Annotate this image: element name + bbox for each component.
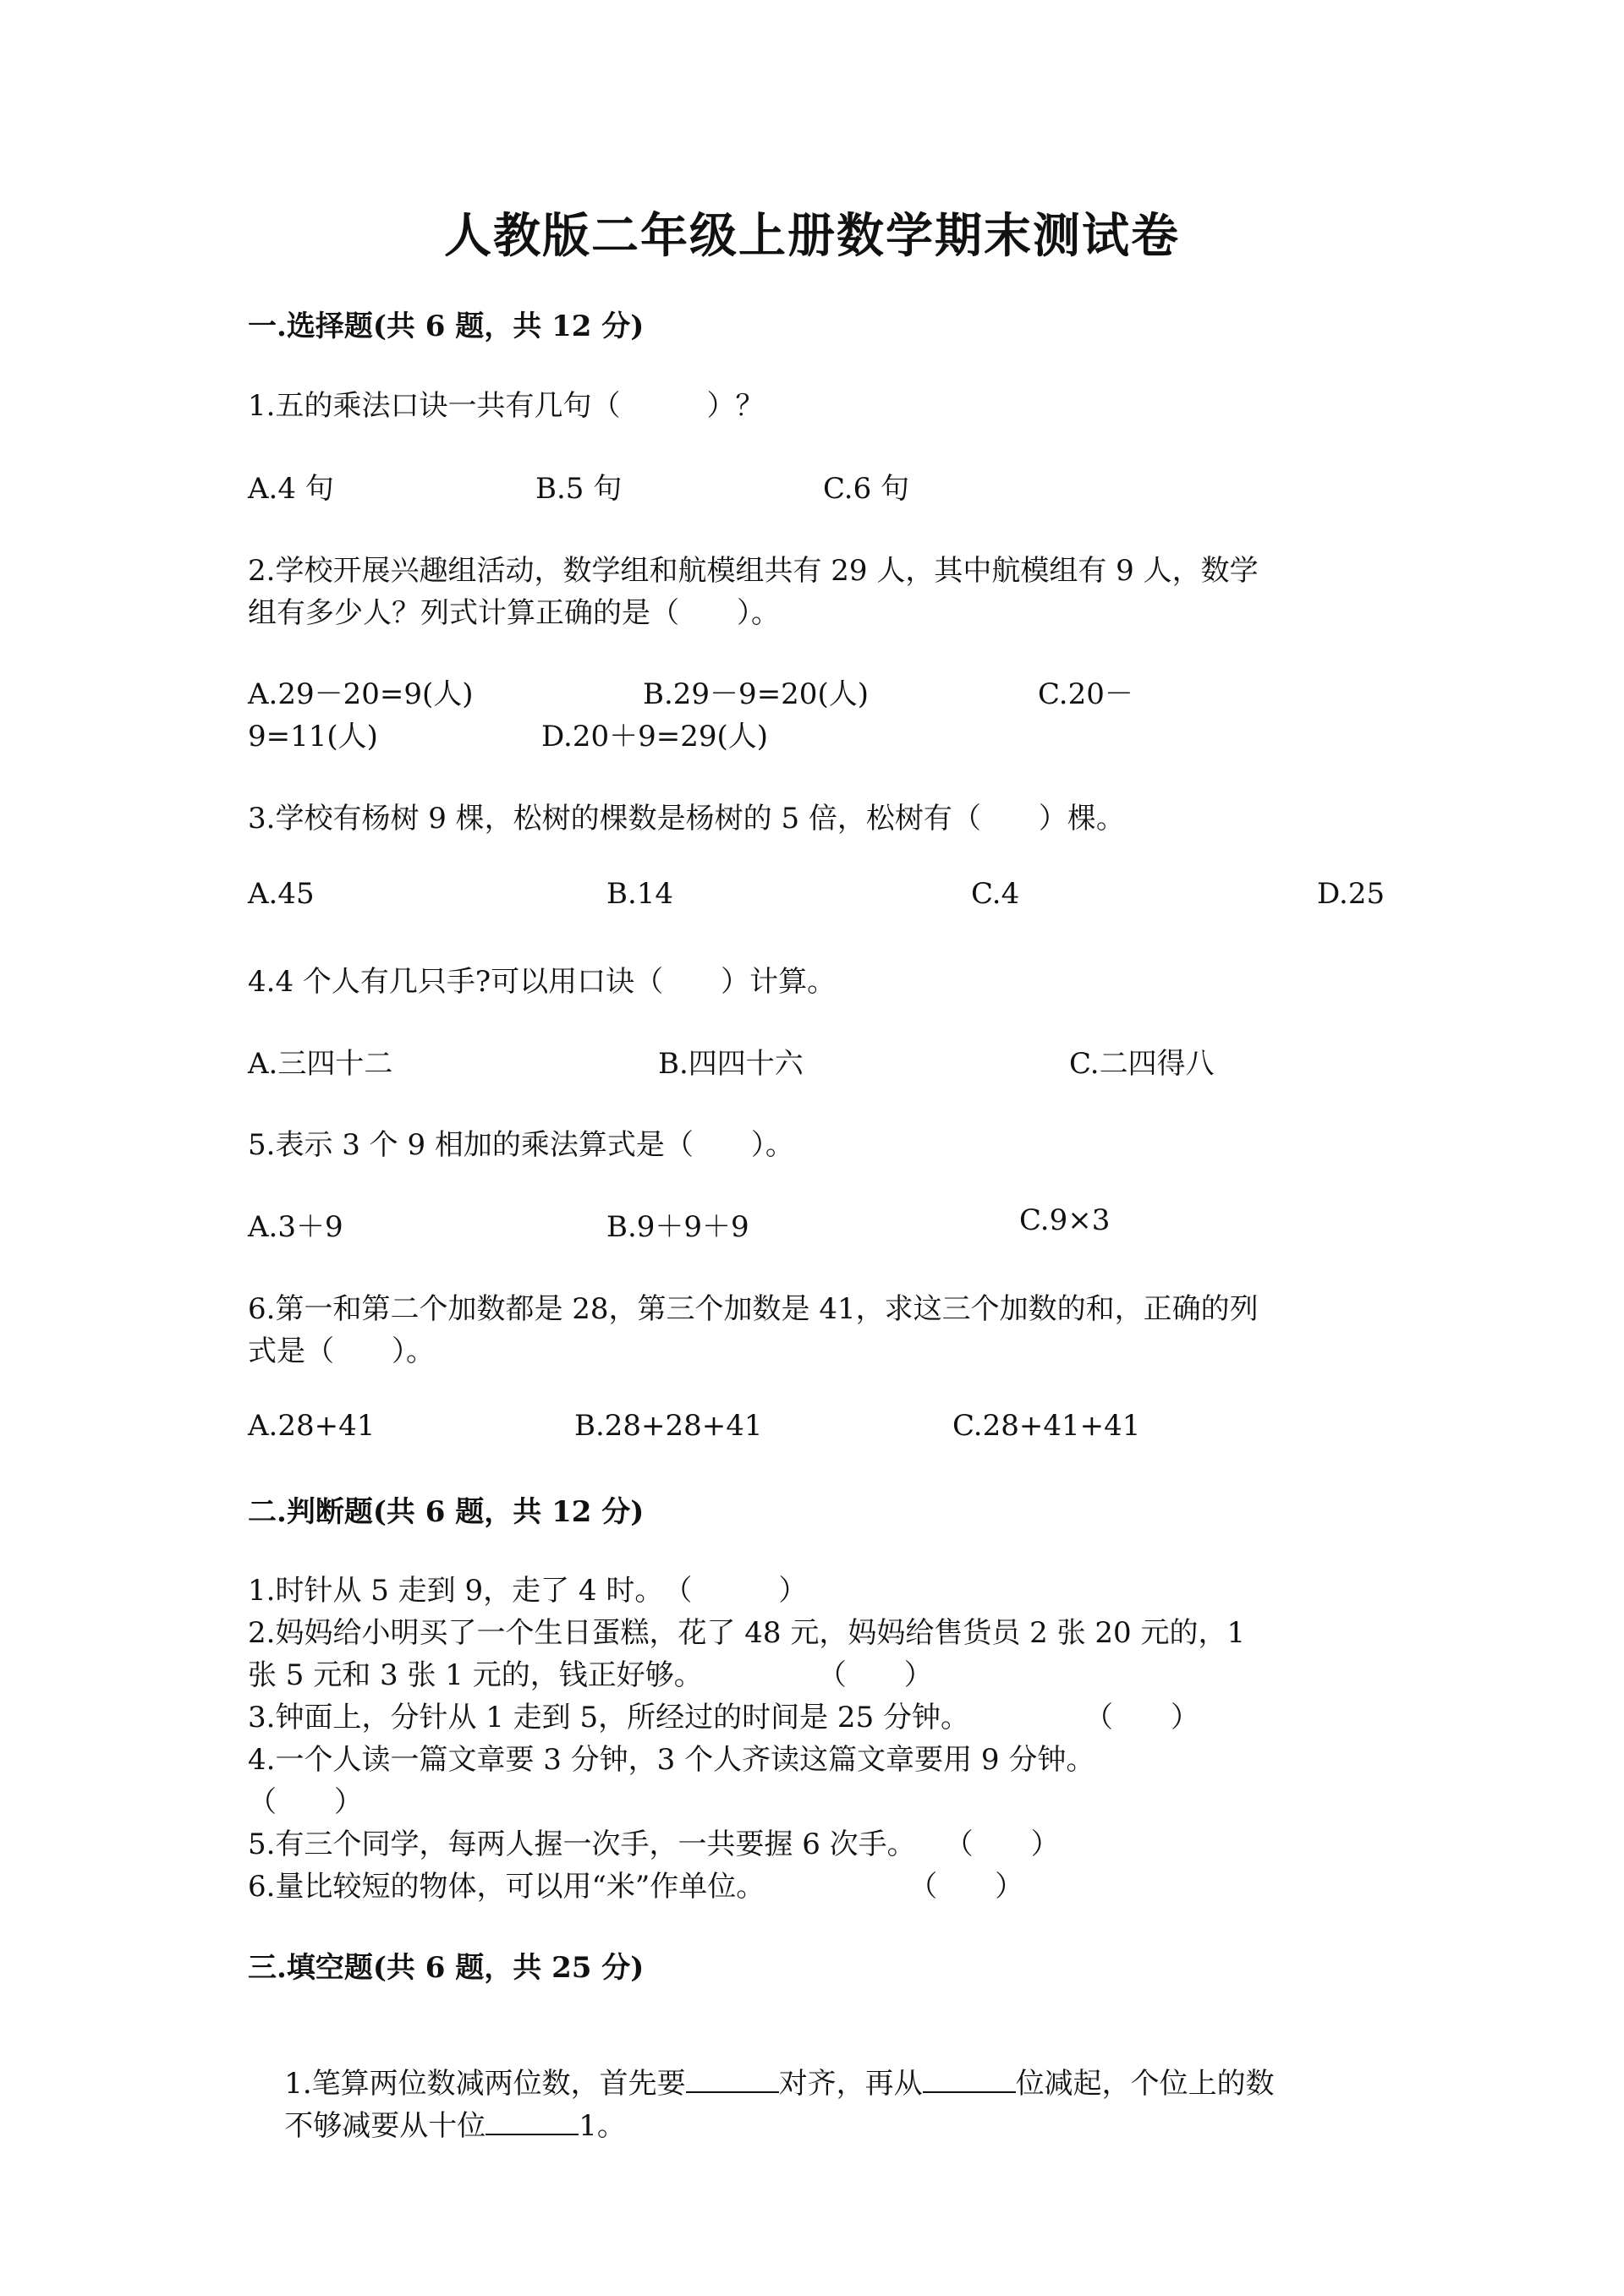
judge-item: 5.有三个同学，每两人握一次手，一共要握 6 次手。 （ ）: [248, 1827, 1060, 1861]
judge-item-cont: 张 5 元和 3 张 1 元的，钱正好够。 （ ）: [248, 1658, 933, 1692]
judge-item: 1.时针从 5 走到 9，走了 4 时。 （ ）: [248, 1574, 808, 1608]
fill-text: 对齐，再从: [778, 2067, 923, 2101]
judge-item-cont: （ ）: [248, 1785, 363, 1819]
option-c: C.4: [971, 877, 1020, 911]
section-heading-judge: 二.判断题(共 6 题，共 12 分): [248, 1495, 645, 1529]
fill-blank[interactable]: [923, 2063, 1016, 2093]
option-b: B.28+28+41: [574, 1409, 763, 1443]
question-text-cont: 组有多少人？列式计算正确的是（ ）。: [248, 596, 780, 630]
judge-item: 2.妈妈给小明买了一个生日蛋糕，花了 48 元，妈妈给售货员 2 张 20 元的，1: [248, 1616, 1246, 1650]
option-c-cont: 9=11(人): [248, 720, 378, 753]
option-b: B.四四十六: [658, 1047, 804, 1081]
option-a: A.28+41: [248, 1409, 376, 1443]
page-title: 人教版二年级上册数学期末测试卷: [444, 208, 1180, 264]
section-heading-fill: 三.填空题(共 6 题，共 25 分): [248, 1951, 645, 1985]
section-heading-choice: 一.选择题(共 6 题，共 12 分): [248, 310, 645, 343]
option-c: C.二四得八: [1069, 1047, 1215, 1081]
option-b: B.29－9=20(人): [643, 677, 869, 711]
question-text: 4.4 个人有几只手?可以用口诀（ ）计算。: [248, 965, 837, 999]
fill-text: 位减起，个位上的数: [1015, 2067, 1275, 2101]
question-text: 3.学校有杨树 9 棵，松树的棵数是杨树的 5 倍，松树有（ ）棵。: [248, 802, 1125, 836]
option-d: D.25: [1317, 877, 1385, 911]
fill-blank[interactable]: [486, 2105, 579, 2135]
option-a: A.45: [248, 877, 315, 911]
question-text: 1.五的乘法口诀一共有几句（ ）？: [248, 389, 765, 423]
option-b: B.9＋9＋9: [606, 1210, 749, 1244]
fill-text: 1。: [579, 2109, 626, 2143]
option-a: A.三四十二: [248, 1047, 393, 1081]
judge-item: 4.一个人读一篇文章要 3 分钟，3 个人齐读这篇文章要用 9 分钟。: [248, 1743, 1095, 1777]
option-c: C.6 句: [823, 472, 910, 506]
option-a: A.29－20=9(人): [248, 677, 474, 711]
option-b: B.5 句: [535, 472, 623, 506]
option-c: C.9×3: [1019, 1203, 1111, 1237]
option-d: D.20＋9=29(人): [541, 720, 769, 753]
question-text: 5.表示 3 个 9 相加的乘法算式是（ ）。: [248, 1128, 794, 1162]
option-c: C.28+41+41: [952, 1409, 1141, 1443]
option-b: B.14: [606, 877, 674, 911]
fill-text: 不够减要从十位: [284, 2109, 486, 2143]
option-a: A.3＋9: [248, 1210, 343, 1244]
question-text-cont: 式是（ ）。: [248, 1334, 435, 1368]
fill-question-cont: [248, 2069, 626, 2178]
option-a: A.4 句: [248, 472, 334, 506]
judge-item: 6.量比较短的物体，可以用“米”作单位。 （ ）: [248, 1870, 1024, 1904]
option-c: C.20－: [1038, 677, 1133, 711]
fill-text: 1.笔算两位数减两位数，首先要: [284, 2067, 686, 2101]
judge-item: 3.钟面上，分针从 1 走到 5，所经过的时间是 25 分钟。 （ ）: [248, 1701, 1200, 1734]
fill-blank[interactable]: [686, 2063, 779, 2093]
question-text: 6.第一和第二个加数都是 28，第三个加数是 41，求这三个加数的和，正确的列: [248, 1292, 1259, 1326]
question-text: 2.学校开展兴趣组活动，数学组和航模组共有 29 人，其中航模组有 9 人，数学: [248, 554, 1259, 588]
